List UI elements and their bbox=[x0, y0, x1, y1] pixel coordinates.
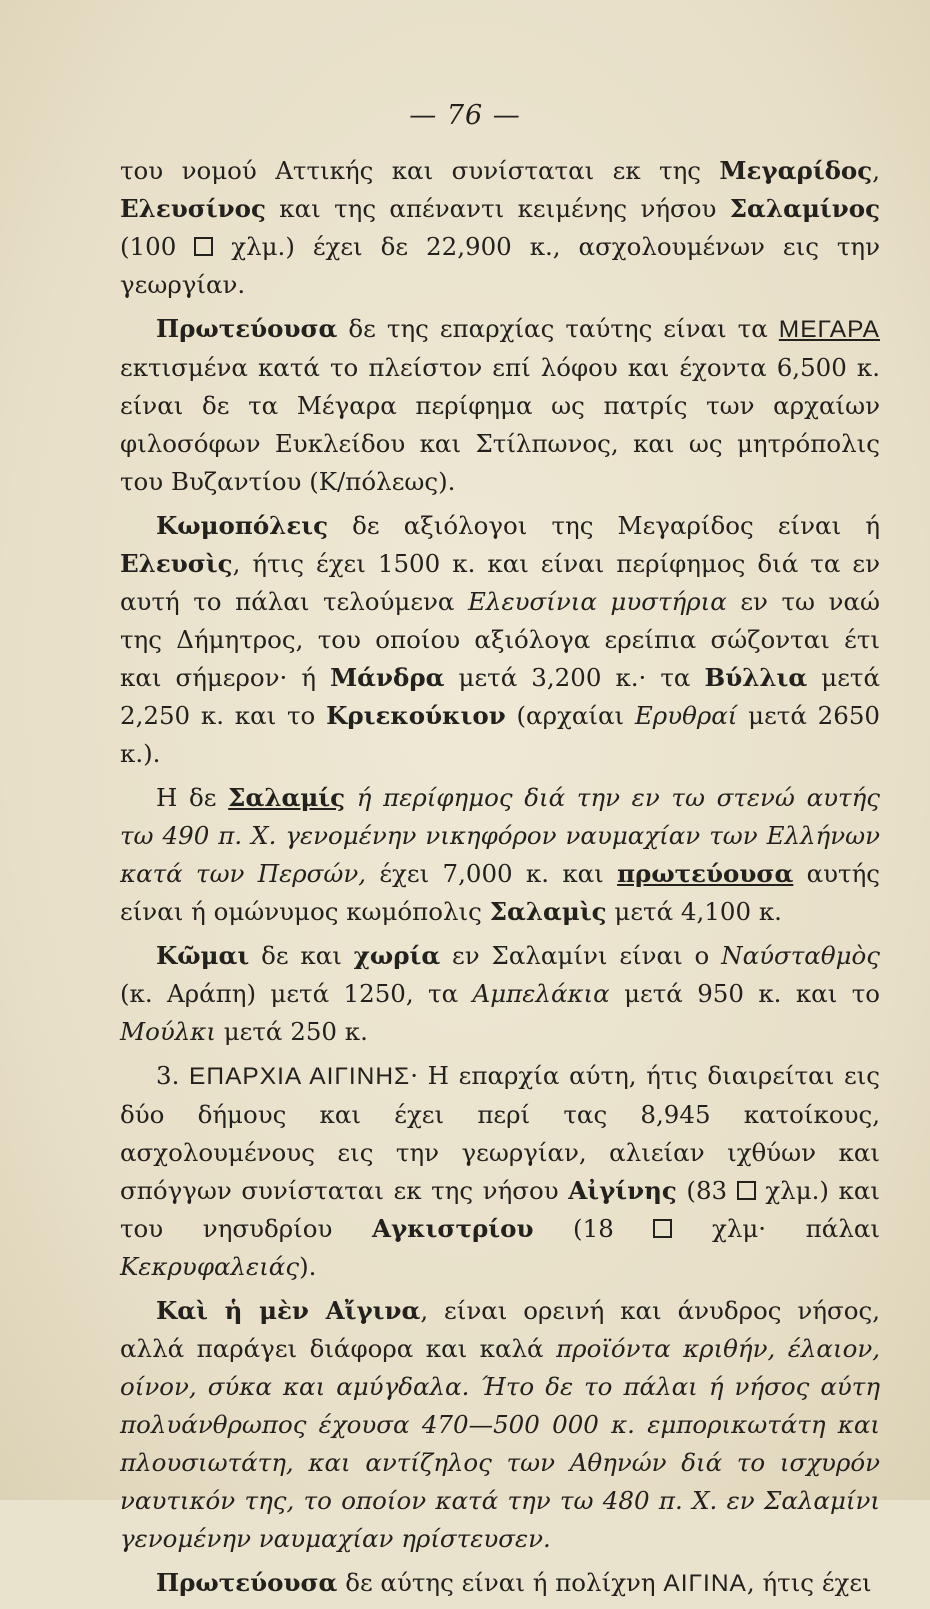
text-run: εν Σαλαμίνι είναι ο bbox=[440, 941, 722, 970]
emphasis-text: Κωμοπόλεις bbox=[156, 511, 329, 540]
emphasis-text: Αγκιστρίου bbox=[372, 1214, 534, 1243]
paragraph bbox=[120, 152, 880, 304]
text-run: · Η επαρχία αύτη, ήτις διαιρείται εις δύο δήμους και έχει περί τας 8,945 κατοίκους, ασχολουμένους εις την γεωργίαν, αλιείαν ιχθύων και σπόγγων συνίσταται εκ της νήσου bbox=[120, 1061, 881, 1205]
emphasis-text: Μεγαρίδος bbox=[719, 156, 873, 185]
emphasis-text: Σαλαμίνος bbox=[729, 194, 880, 223]
text-run: δε αξιόλογοι της Μεγαρίδος είναι ή bbox=[328, 511, 880, 540]
emphasis-text: Αἰγίνης bbox=[568, 1176, 677, 1205]
text-run: (100 bbox=[120, 232, 195, 261]
paragraph bbox=[120, 779, 880, 931]
emphasis-text: Πρωτεύουσα bbox=[156, 1568, 338, 1597]
emphasis-text: ΕΠΑΡΧΙΑ ΑΙΓΙΝΗΣ bbox=[189, 1063, 411, 1090]
page-number: — 76 — bbox=[409, 100, 521, 131]
text-run: μετά 250 κ. bbox=[215, 1017, 368, 1046]
text-run: μετά 4,100 κ. bbox=[606, 897, 782, 926]
emphasis-text: πρωτεύουσα bbox=[617, 859, 794, 888]
emphasis-text: Μάνδρα bbox=[330, 663, 445, 692]
text-run: έχει 7,000 κ. και bbox=[366, 859, 618, 888]
text-run: του νομού bbox=[120, 156, 276, 185]
emphasis-text: προϊόντα κριθήν, έλαιον, οίνον, σύκα και αμύγδαλα. Ήτο δε το πάλαι ή νήσος αύτη πολυάνθρωπος έχουσα 470—500 000 κ. εμπορικωτάτη και πλουσιωτάτη, και αντίζηλος των Αθηνών διά το ισχυρόν ναυτικόν της, το οποίον κατά την τω 480 π. Χ. εν Σαλαμίνι γενομένην ναυμαχίαν ηρίστευσεν. bbox=[120, 1334, 880, 1553]
text-run: χλμ.) έχει δε 22,900 κ., ασχολουμένων εις την γεωργίαν. bbox=[120, 232, 881, 299]
text-run: μετά 2,250 κ. και το bbox=[120, 663, 880, 730]
emphasis-text: Μούλκι bbox=[120, 1017, 216, 1046]
emphasis-text: Ελευσὶς bbox=[120, 549, 233, 578]
text-run: χλμ.) και του νησυδρίου bbox=[120, 1176, 881, 1243]
text-run: αυτής είναι ή ομώνυμος κωμόπολις bbox=[120, 859, 881, 926]
text-run: μετά 3,200 κ.· τα bbox=[444, 663, 705, 692]
text-run: , είναι ορεινή και άνυδρος νήσος, αλλά παράγει διάφορα και καλά bbox=[120, 1296, 880, 1363]
emphasis-text: Κεκρυφαλειάς bbox=[120, 1252, 300, 1281]
text-run: εκτισμένα κατά το πλείστον επί λόφου και έχοντα 6,500 κ. είναι δε τα Μέγαρα περίφημα ως πατρίς των αρχαίων φιλοσόφων Ευκλείδου και Στίλπωνος, και ως μητρόπολις του Βυζαντίου (Κ/πόλεως). bbox=[120, 353, 880, 496]
paragraph bbox=[120, 507, 880, 773]
text-run: Αττικής και συνίσταται εκ της bbox=[275, 156, 720, 185]
emphasis-text: ΑΙΓΙΝΑ bbox=[663, 1570, 747, 1597]
emphasis-text: Σαλαμίς bbox=[228, 783, 346, 812]
emphasis-text: Κριεκούκιον bbox=[326, 701, 506, 730]
emphasis-text: Καὶ ἡ μὲν Αἴγινα bbox=[156, 1296, 421, 1325]
square-symbol-icon bbox=[653, 1219, 672, 1238]
body-text bbox=[120, 152, 880, 1609]
text-run: και της απέναντι κειμένης νήσου bbox=[265, 194, 730, 223]
emphasis-text: χωρία bbox=[353, 941, 441, 970]
paragraph bbox=[120, 1292, 880, 1558]
emphasis-text: Ναύσταθμὸς bbox=[721, 941, 880, 970]
text-run: , bbox=[872, 156, 880, 185]
emphasis-text: Πρωτεύουσα bbox=[156, 314, 338, 343]
emphasis-text: Κῶμαι bbox=[156, 941, 250, 970]
text-run: εν τω ναώ της Δήμητρος, του οποίου αξιόλογα ερείπια σώζονται έτι και σήμερον· ή bbox=[120, 587, 880, 692]
emphasis-text: Ελευσίνος bbox=[120, 194, 266, 223]
text-run: 3. bbox=[156, 1061, 190, 1090]
text-run: (83 bbox=[676, 1176, 737, 1205]
emphasis-text: Ελευσίνια μυστήρια bbox=[468, 587, 727, 616]
emphasis-text: Σαλαμὶς bbox=[489, 897, 607, 926]
text-run: μετά 2650 κ.). bbox=[120, 701, 881, 768]
text-run: ). bbox=[299, 1252, 317, 1281]
text-run: μετά 950 κ. και το bbox=[609, 979, 880, 1008]
emphasis-text: ή περίφημος διά την εν τω στενώ αυτής τω 490 π. Χ. γενομένην νικηφόρον ναυμαχίαν των Ελλήνων κατά των Περσών, bbox=[120, 783, 880, 888]
text-run: (18 bbox=[533, 1214, 654, 1243]
emphasis-text: Αμπελάκια bbox=[472, 979, 610, 1008]
paragraph bbox=[120, 1057, 880, 1286]
square-symbol-icon bbox=[194, 237, 213, 256]
paragraph bbox=[120, 310, 880, 501]
text-run: (κ. Αράπη) μετά 1250, τα bbox=[120, 979, 473, 1008]
emphasis-text: Βύλλια bbox=[704, 663, 808, 692]
text-run: (αρχαίαι bbox=[505, 701, 635, 730]
text-run: δε και bbox=[249, 941, 354, 970]
emphasis-text: ΜΕΓΑΡΑ bbox=[778, 316, 880, 343]
text-run: δε της επαρχίας ταύτης είναι τα bbox=[337, 314, 779, 343]
text-run: χλμ· πάλαι bbox=[672, 1214, 880, 1243]
text-run: Η δε bbox=[156, 783, 229, 812]
square-symbol-icon bbox=[737, 1181, 756, 1200]
text-run bbox=[345, 783, 357, 812]
text-run: , ήτις έχει bbox=[746, 1568, 872, 1597]
text-run: δε αύτης είναι ή πολίχνη bbox=[337, 1568, 664, 1597]
text-run: , ήτις έχει 1500 κ. και είναι περίφημος διά τα εν αυτή το πάλαι τελούμενα bbox=[120, 549, 880, 616]
paragraph bbox=[120, 937, 880, 1051]
emphasis-text: Ερυθραί bbox=[634, 701, 738, 730]
paragraph bbox=[120, 1564, 880, 1603]
